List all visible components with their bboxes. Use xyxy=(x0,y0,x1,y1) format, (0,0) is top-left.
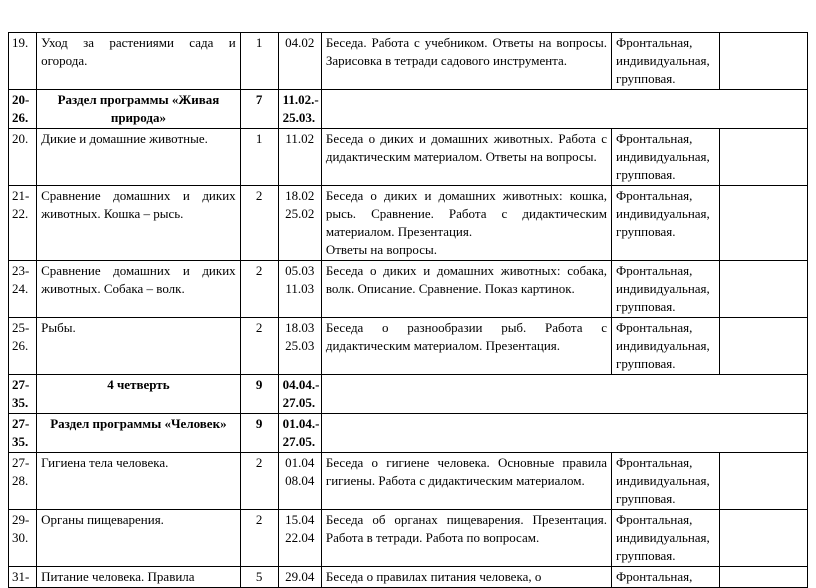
date-cell: 18.02 25.02 xyxy=(278,186,321,261)
lesson-row xyxy=(9,453,808,510)
topic-cell: Гигиена тела человека. xyxy=(37,453,241,510)
lesson-number-cell: 27- 35. xyxy=(9,375,37,414)
activity-cell: Беседа о правилах питания человека, о xyxy=(321,567,611,588)
lesson-number-cell: 29- 30. xyxy=(9,510,37,567)
form-cell: Фронтальная, xyxy=(612,567,720,588)
empty-cell xyxy=(321,375,807,414)
activity-cell: Беседа об органах пищеварения. Презентация. Работа в тетради. Работа по вопросам. xyxy=(321,510,611,567)
form-cell: Фронтальная, индивидуальная, групповая. xyxy=(612,33,720,90)
date-cell: 29.04 xyxy=(278,567,321,588)
empty-cell xyxy=(321,414,807,453)
empty-cell xyxy=(720,453,808,510)
topic-cell: Уход за растениями сада и огорода. xyxy=(37,33,241,90)
hours-cell: 5 xyxy=(240,567,278,588)
form-cell: Фронтальная, индивидуальная, групповая. xyxy=(612,261,720,318)
hours-cell: 9 xyxy=(240,414,278,453)
lesson-row xyxy=(9,186,808,261)
topic-cell: Сравнение домашних и диких животных. Кошка – рысь. xyxy=(37,186,241,261)
lesson-plan-table xyxy=(8,32,808,588)
hours-cell: 2 xyxy=(240,453,278,510)
section-title-cell: Раздел программы «Живая природа» xyxy=(37,90,241,129)
lesson-row xyxy=(9,261,808,318)
topic-cell: Дикие и домашние животные. xyxy=(37,129,241,186)
date-cell: 01.04 08.04 xyxy=(278,453,321,510)
lesson-number-cell: 27- 28. xyxy=(9,453,37,510)
hours-cell: 1 xyxy=(240,33,278,90)
lesson-number-cell: 23- 24. xyxy=(9,261,37,318)
section-row xyxy=(9,414,808,453)
lesson-row xyxy=(9,129,808,186)
lesson-row xyxy=(9,33,808,90)
section-title-cell: Раздел программы «Человек» xyxy=(37,414,241,453)
form-cell: Фронтальная, индивидуальная, групповая. xyxy=(612,318,720,375)
topic-cell: Рыбы. xyxy=(37,318,241,375)
activity-cell: Беседа. Работа с учебником. Ответы на вопросы. Зарисовка в тетради садового инструмента. xyxy=(321,33,611,90)
empty-cell xyxy=(720,510,808,567)
lesson-row xyxy=(9,510,808,567)
lesson-number-cell: 31- xyxy=(9,567,37,588)
empty-cell xyxy=(321,90,807,129)
date-cell: 04.02 xyxy=(278,33,321,90)
lesson-number-cell: 20. xyxy=(9,129,37,186)
empty-cell xyxy=(720,261,808,318)
hours-cell: 7 xyxy=(240,90,278,129)
topic-cell: Сравнение домашних и диких животных. Собака – волк. xyxy=(37,261,241,318)
activity-cell: Беседа о разнообразии рыб. Работа с дидактическим материалом. Презентация. xyxy=(321,318,611,375)
date-cell: 04.04.- 27.05. xyxy=(278,375,321,414)
lesson-number-cell: 21- 22. xyxy=(9,186,37,261)
lesson-number-cell: 20- 26. xyxy=(9,90,37,129)
date-cell: 01.04.- 27.05. xyxy=(278,414,321,453)
activity-cell: Беседа о диких и домашних животных. Работа с дидактическим материалом. Ответы на вопросы. xyxy=(321,129,611,186)
section-row xyxy=(9,90,808,129)
date-cell: 18.03 25.03 xyxy=(278,318,321,375)
lesson-number-cell: 25- 26. xyxy=(9,318,37,375)
topic-cell: Органы пищеварения. xyxy=(37,510,241,567)
hours-cell: 2 xyxy=(240,186,278,261)
form-cell: Фронтальная, индивидуальная, групповая. xyxy=(612,129,720,186)
date-cell: 15.04 22.04 xyxy=(278,510,321,567)
empty-cell xyxy=(720,567,808,588)
activity-cell: Беседа о диких и домашних животных: кошка, рысь. Сравнение. Работа с дидактическим материалом. Презентация. Ответы на вопросы. xyxy=(321,186,611,261)
date-cell: 11.02.- 25.03. xyxy=(278,90,321,129)
empty-cell xyxy=(720,186,808,261)
hours-cell: 9 xyxy=(240,375,278,414)
form-cell: Фронтальная, индивидуальная, групповая. xyxy=(612,510,720,567)
empty-cell xyxy=(720,129,808,186)
empty-cell xyxy=(720,33,808,90)
hours-cell: 2 xyxy=(240,318,278,375)
empty-cell xyxy=(720,318,808,375)
form-cell: Фронтальная, индивидуальная, групповая. xyxy=(612,453,720,510)
form-cell: Фронтальная, индивидуальная, групповая. xyxy=(612,186,720,261)
hours-cell: 1 xyxy=(240,129,278,186)
hours-cell: 2 xyxy=(240,261,278,318)
date-cell: 05.03 11.03 xyxy=(278,261,321,318)
lesson-number-cell: 27- 35. xyxy=(9,414,37,453)
section-title-cell: 4 четверть xyxy=(37,375,241,414)
activity-cell: Беседа о диких и домашних животных: собака, волк. Описание. Сравнение. Показ картинок. xyxy=(321,261,611,318)
section-row xyxy=(9,375,808,414)
lesson-row xyxy=(9,318,808,375)
hours-cell: 2 xyxy=(240,510,278,567)
lesson-number-cell: 19. xyxy=(9,33,37,90)
topic-cell: Питание человека. Правила xyxy=(37,567,241,588)
lesson-row xyxy=(9,567,808,588)
date-cell: 11.02 xyxy=(278,129,321,186)
activity-cell: Беседа о гигиене человека. Основные правила гигиены. Работа с дидактическим материалом. xyxy=(321,453,611,510)
